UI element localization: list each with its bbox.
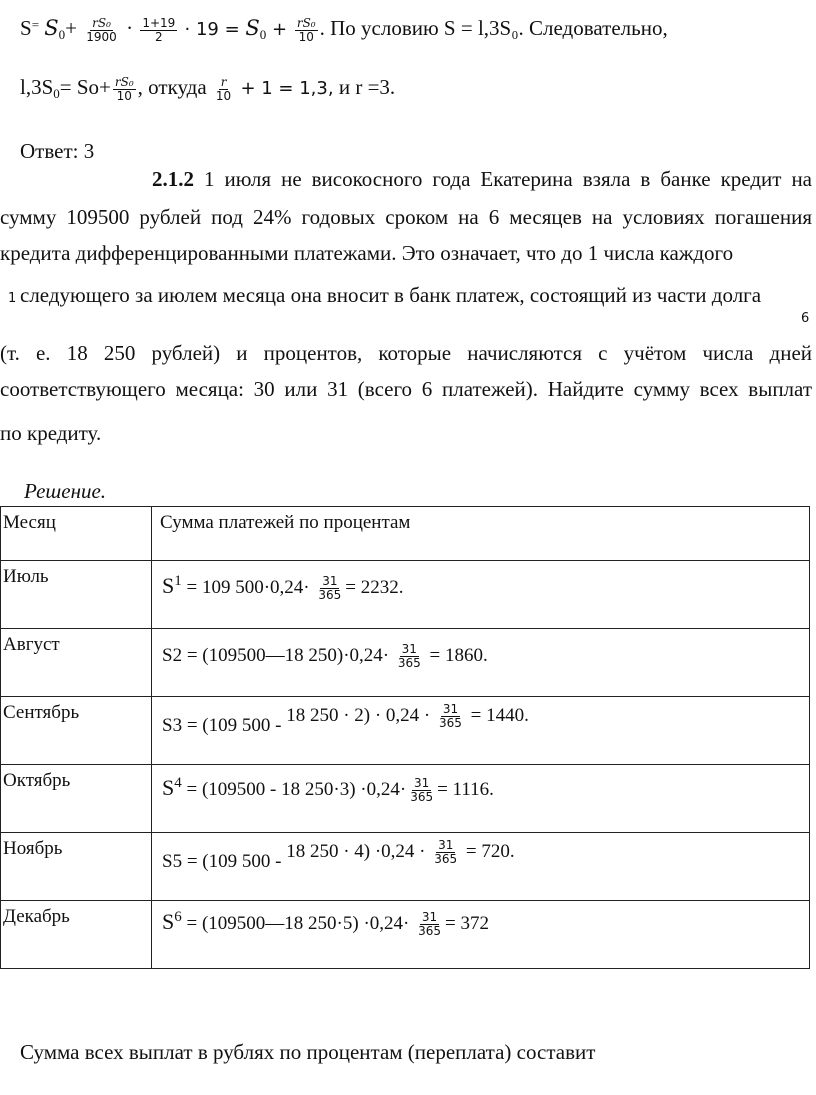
f1-dot: ·	[126, 16, 134, 40]
row-s: S2	[162, 644, 183, 666]
table-header-row	[1, 507, 810, 561]
month-cell: Декабрь	[1, 901, 152, 969]
f1-frac1	[84, 17, 119, 44]
problem-line-3: кредита дифференцированными платежами. Это означает, что до 1 числа каждого	[0, 241, 734, 265]
problem-line-1	[152, 166, 812, 192]
row-frac-num: 31	[421, 910, 438, 925]
row-frac-num: 31	[438, 838, 454, 852]
row-frac	[408, 777, 435, 804]
table-header-month: Месяц	[1, 507, 152, 561]
f2-frac1-den: 10	[116, 88, 132, 103]
row-idx: 6	[174, 909, 182, 925]
month-cell: Август	[1, 629, 152, 697]
problem-line-5: (т. е. 18 250 рублей) и процентов, которые начисляются с учётом числа дней	[0, 341, 812, 365]
row-pre: = 109 500·0,24·	[181, 577, 315, 598]
row-post: = 1440.	[465, 704, 529, 726]
row-frac	[437, 703, 464, 730]
f2-frac2-den: 10	[215, 88, 232, 103]
table-row	[1, 901, 810, 969]
formula-line-1	[20, 12, 668, 48]
f1-frac2-den: 2	[154, 29, 163, 44]
f2-head: l,3S	[20, 75, 54, 99]
row-pre: · 0,24 ·	[370, 704, 435, 726]
problem-number: 2.1.2	[152, 167, 194, 191]
table-row	[1, 629, 810, 697]
row-formula	[162, 643, 488, 670]
formula-cell	[152, 697, 810, 765]
f1-eq: =	[31, 17, 40, 32]
formula-cell	[152, 833, 810, 901]
table-row	[1, 765, 810, 833]
row-idx: 4	[174, 775, 182, 791]
row-s: S	[162, 573, 175, 598]
f1-s0: S	[44, 16, 59, 40]
row-frac-den: 365	[439, 716, 462, 730]
row-pre: = (109500—18 250)·0,24·	[182, 644, 394, 666]
formula-cell	[152, 561, 810, 629]
problem-line-2: сумму 109500 рублей под 24% годовых сроком на 6 месяцев на условиях погашения	[0, 205, 812, 229]
table-row	[1, 561, 810, 629]
f2-rest: + 1 = 1,3,	[240, 78, 334, 99]
formula-cell	[152, 765, 810, 833]
row-s: S3 = (109 500 -	[162, 714, 287, 736]
row-frac	[432, 839, 459, 866]
row-post: = 372	[445, 913, 489, 934]
f2-frac1	[113, 76, 136, 103]
row-frac-den: 365	[418, 924, 442, 939]
formula-cell	[152, 901, 810, 969]
row-post: = 1860.	[424, 644, 488, 666]
problem-line-1-text: 1 июля не високосного года Екатерина взяла в банке кредит на	[204, 167, 812, 191]
problem-fraction-num: 1	[8, 291, 17, 306]
f1-tail: . По условию S = l,3S₀. Следовательно,	[319, 16, 668, 40]
row-pre: ·0,24 ·	[370, 840, 431, 862]
month-cell: Октябрь	[1, 765, 152, 833]
row-frac-num: 31	[322, 574, 338, 589]
row-s: S	[162, 909, 175, 934]
row-frac-den: 365	[410, 790, 434, 805]
f1-frac2	[140, 17, 177, 44]
month-cell: Сентябрь	[1, 697, 152, 765]
problem-line-7: по кредиту.	[0, 421, 102, 445]
month-cell: Июль	[1, 561, 152, 629]
row-post: = 1116.	[437, 779, 494, 800]
answer-line: Ответ: 3	[20, 139, 95, 163]
f2-tail: и r =3.	[338, 75, 396, 99]
f2-frac2	[214, 76, 233, 103]
row-idx: 18 250 · 4)	[286, 840, 371, 862]
row-frac	[396, 643, 423, 670]
row-s: S	[162, 775, 175, 800]
f1-times19: · 19 =	[184, 19, 246, 40]
f1-frac1-num: rS₀	[92, 15, 111, 30]
row-idx: 1	[174, 573, 182, 589]
f1-frac1-den: 1900	[86, 29, 117, 44]
table-row	[1, 833, 810, 901]
row-frac-den: 365	[434, 852, 458, 866]
row-idx: 18 250 · 2)	[286, 704, 371, 726]
row-formula	[162, 702, 529, 736]
solution-heading: Решение.	[24, 479, 107, 503]
row-post: = 2232.	[345, 577, 404, 598]
row-formula	[162, 838, 515, 872]
row-frac-num: 31	[401, 642, 417, 656]
row-pre: = (109500—18 250·5) ·0,24·	[181, 913, 415, 934]
f1-plus: +	[65, 16, 78, 40]
closing-line: Сумма всех выплат в рублях по процентам (переплата) составит	[20, 1040, 596, 1064]
f1-s0-sub: 0	[58, 27, 66, 42]
problem-line-4: следующего за июлем месяца она вносит в банк платеж, состоящий из части долга	[20, 283, 762, 307]
row-pre: = (109500 - 18 250·3) ·0,24·	[181, 779, 407, 800]
f1-frac3	[295, 17, 318, 44]
row-formula	[162, 573, 404, 602]
f1-frac2-num: 1+19	[142, 15, 176, 30]
row-frac-num: 31	[414, 776, 430, 791]
payments-table	[0, 506, 810, 969]
row-frac-den: 365	[397, 656, 421, 670]
f1-frac3-den: 10	[298, 29, 314, 44]
row-formula	[162, 775, 494, 804]
row-s: S5 = (109 500 -	[162, 850, 287, 872]
row-frac-den: 365	[318, 588, 342, 603]
f2-head-sub: 0	[53, 86, 60, 101]
row-post: = 720.	[461, 840, 515, 862]
f1-frac3-num: rS₀	[296, 15, 316, 30]
formula-line-2	[20, 74, 395, 107]
problem-line-6: соответствующего месяца: 30 или 31 (всего 6 платежей). Найдите сумму всех выплат	[0, 377, 812, 401]
problem-fraction-den: 6	[801, 311, 810, 326]
formula-cell	[152, 629, 810, 697]
row-frac	[416, 911, 443, 938]
f2-frac1-num: rS₀	[114, 74, 134, 89]
f2-frac2-num: r	[220, 74, 227, 89]
month-cell: Ноябрь	[1, 833, 152, 901]
f1-plus2: +	[266, 19, 293, 40]
row-frac	[316, 575, 343, 602]
row-formula	[162, 909, 489, 938]
row-frac-num: 31	[442, 702, 459, 716]
table-row	[1, 697, 810, 765]
f2-otkuda: , откуда	[137, 75, 207, 99]
f1-lhs: S	[20, 16, 32, 40]
f1-s0b: S	[245, 16, 260, 40]
table-header-sum: Сумма платежей по процентам	[152, 507, 810, 561]
f1-s0b-sub: 0	[259, 27, 267, 42]
f2-mid: = So+	[59, 75, 111, 99]
